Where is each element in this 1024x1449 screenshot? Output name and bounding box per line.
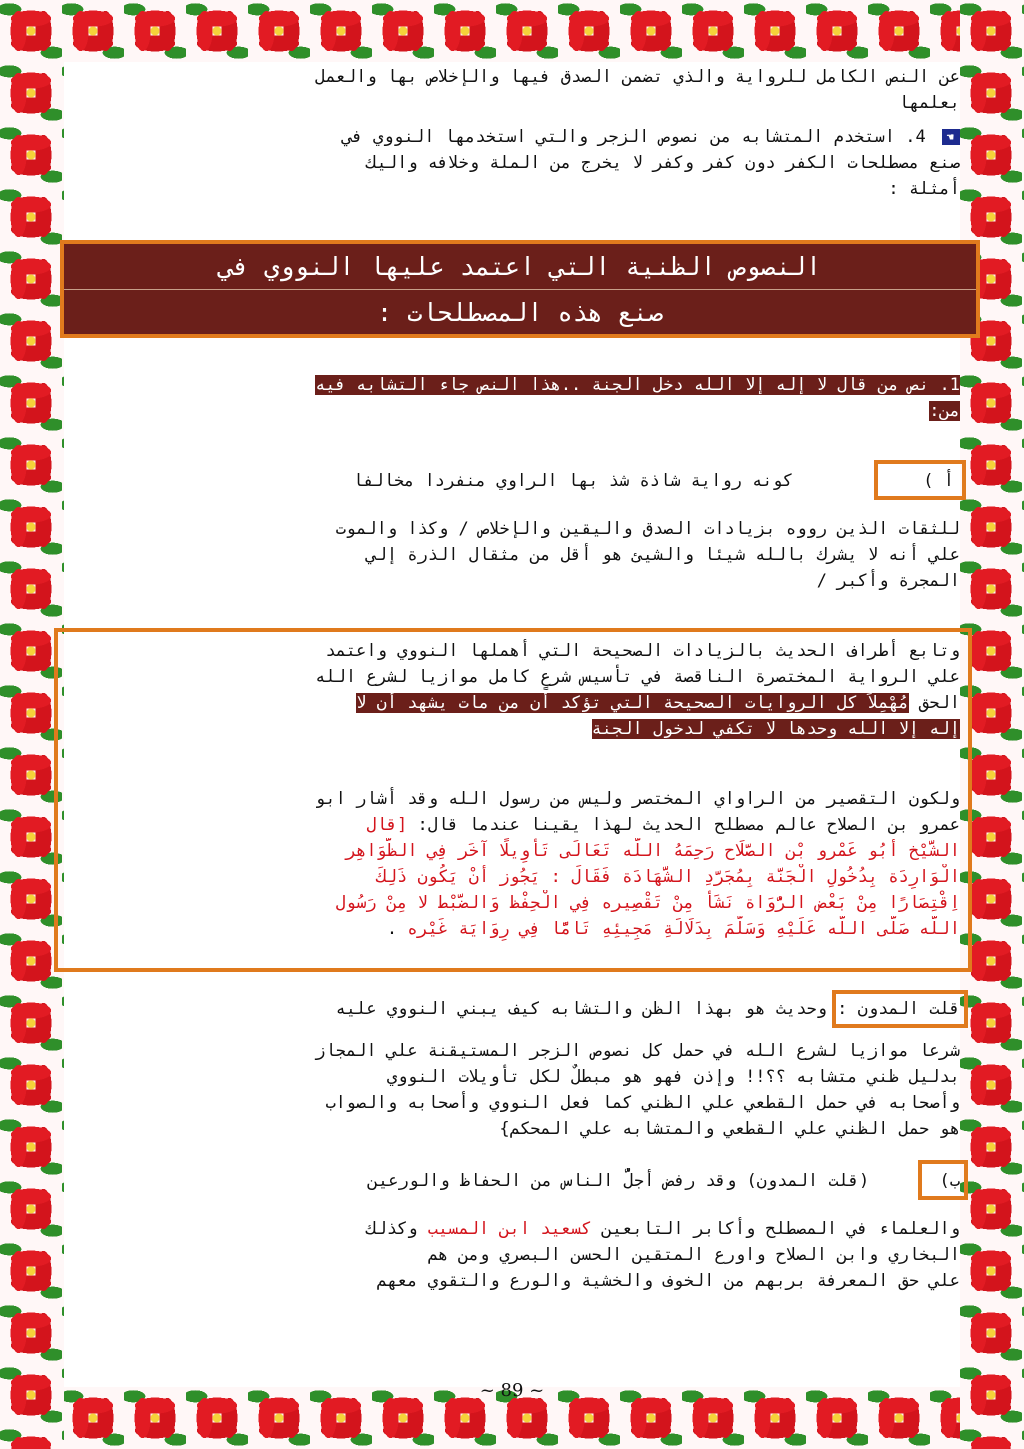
quote-line: الْوَارِدَة بِدُخُولِ الْجَنَّة بِمُجَرَّدِ الشَّهَادَة فَقَالَ : يَجُوز أَنْ يَكُون ذَلِكَ <box>376 867 960 887</box>
text-line: وأصحابه في حمل القطعي علي الظني كما فعل النووي وأصحابه والصواب <box>325 1093 960 1113</box>
text-line: المجرة وأكبر / <box>816 571 960 591</box>
highlighted-text: 1. نص من قال لا إله إلا الله دخل الجنة ..هذا النص جاء التشابه فيه <box>315 375 960 395</box>
text-line: (قلت المدون) وقد رفض أجلُّ الناس من الحفاظ والورعين <box>367 1171 870 1191</box>
text-line: شرعا موازيا لشرع الله في حمل كل نصوص الزجر المستيقنة علي المجاز <box>315 1041 960 1061</box>
item-1-paragraph <box>68 372 960 424</box>
pointing-hand-icon: ☚ <box>942 129 960 145</box>
text-line: استخدم المتشابه من نصوص الزجر والتي استخدمها النووي في <box>342 127 895 147</box>
quote-line: الشَّيْخ أَبُو عَمْرو بْن الصَّلَاح رَحِمَهُ اللَّه تَعَالَى تَأْوِيلًا آخَر فِي الظَّوَاهِر <box>345 841 960 861</box>
poinsettia-border-top <box>0 0 1024 62</box>
quote-end: . <box>386 919 398 939</box>
text-line: وتابع أطراف الحديث بالزيادات الصحيحة التي أهملها النووي واعتمد <box>325 641 960 661</box>
quote-line: اللَّه صَلَّى اللَّه عَلَيْهِ وَسَلَّمَ بِدَلَالَةِ مَجِيئِهِ تَامًّا فِي رِوَايَة غَيْره <box>407 919 960 939</box>
quote-line: اِقْتِصَارًا مِنْ بَعْض الرُّوَاة نَشَأَ مِنْ تَقْصِيره فِي الْحِفْظ وَالضَّبْط لا مِنْ رَسُول <box>335 893 960 913</box>
text-line: والعلماء في المصطلح وأكابر التابعين <box>601 1219 960 1239</box>
text-line: عن النص الكامل للرواية والذي تضمن الصدق فيها والإخلاص بها والعمل <box>315 67 960 87</box>
point-b-marker: ب) <box>939 1171 960 1191</box>
section-title-line: النصوص الظنية التي اعتمد عليها النووي في <box>64 244 976 290</box>
highlighted-text: مُهْمِلاً كل الروايات الصحيحة التي تؤكد أن من مات يشهد أن لا <box>356 693 909 713</box>
page-number: ~ 89 ~ <box>479 1380 545 1401</box>
highlighted-text: إله إلا الله وحدها لا تكفي لدخول الجنة <box>591 719 960 739</box>
highlighted-name: كسعيد ابن المسيب <box>427 1219 592 1239</box>
point-a-marker: أ ) <box>923 471 954 491</box>
point-b-paragraph <box>68 1168 960 1194</box>
section-title-line: صنع هذه المصطلحات : <box>377 298 663 327</box>
text-line: علي أنه لا يشرك بالله شيئا والشيئ هو أقل من مثقال الذرة إلي <box>366 545 960 565</box>
text-line: البخاري وابن الصلاح واورع المتقين الحسن البصري ومن هم <box>427 1245 960 1265</box>
point-number: 4. <box>905 127 926 147</box>
framed-paragraph <box>68 638 960 742</box>
text-line: ولكون التقصير من الراواي المختصر وليس من رسول الله وقد أشار ابو <box>315 789 960 809</box>
point-a-continuation <box>68 516 960 594</box>
text-line: وكذلك <box>366 1219 418 1239</box>
page-content <box>64 62 960 1401</box>
highlighted-text: من: <box>929 401 960 421</box>
point-4-paragraph <box>68 124 960 202</box>
text-line: أمثلة : <box>888 179 960 199</box>
mudawwin-paragraph <box>68 996 960 1022</box>
mudawwin-label: قلت المدون <box>857 999 960 1019</box>
text-line: عمرو بن الصلاح عالم مصطلح الحديث لهذا يقينا عندما قال: <box>417 815 960 835</box>
text-line: للثقات الذين رووه بزيادات الصدق واليقين والإخلاص / وكذا والموت <box>335 519 960 539</box>
text-line: بدليل ظني متشابه ؟؟!! وإذن فهو هو مبطلٌ لكل تأويلات النووي <box>386 1067 960 1087</box>
mudawwin-paragraph-rest <box>68 1038 960 1142</box>
text-line: هو حمل الظني علي القطعي والمتشابه علي المحكم} <box>499 1119 960 1139</box>
text-line: صنع مصطلحات الكفر دون كفر وكفر لا يخرج من الملة وخلافه واليك <box>366 153 960 173</box>
text-line: الحق <box>919 693 960 713</box>
text-line: كونه رواية شاذة شذ بها الراوي منفردا مخالفا <box>352 471 794 491</box>
quote-start: [قال <box>366 815 408 835</box>
text-line: بعلمها <box>898 93 960 113</box>
text-line: علي حق المعرفة بربهم من الخوف والخشية والورع والتقوي معهم <box>376 1271 960 1291</box>
point-a-paragraph <box>68 468 960 494</box>
point-b-continuation <box>68 1216 960 1294</box>
text-line: : وحديث هو بهذا الظن والتشابه كيف يبني النووي عليه <box>335 999 848 1019</box>
intro-paragraph <box>68 64 960 116</box>
text-line: علي الرواية المختصرة الناقصة في تأسيس شرعٍ كامل موازيا لشرع الله <box>315 667 960 687</box>
framed-paragraph-2 <box>68 786 960 942</box>
section-title-box <box>60 240 980 338</box>
